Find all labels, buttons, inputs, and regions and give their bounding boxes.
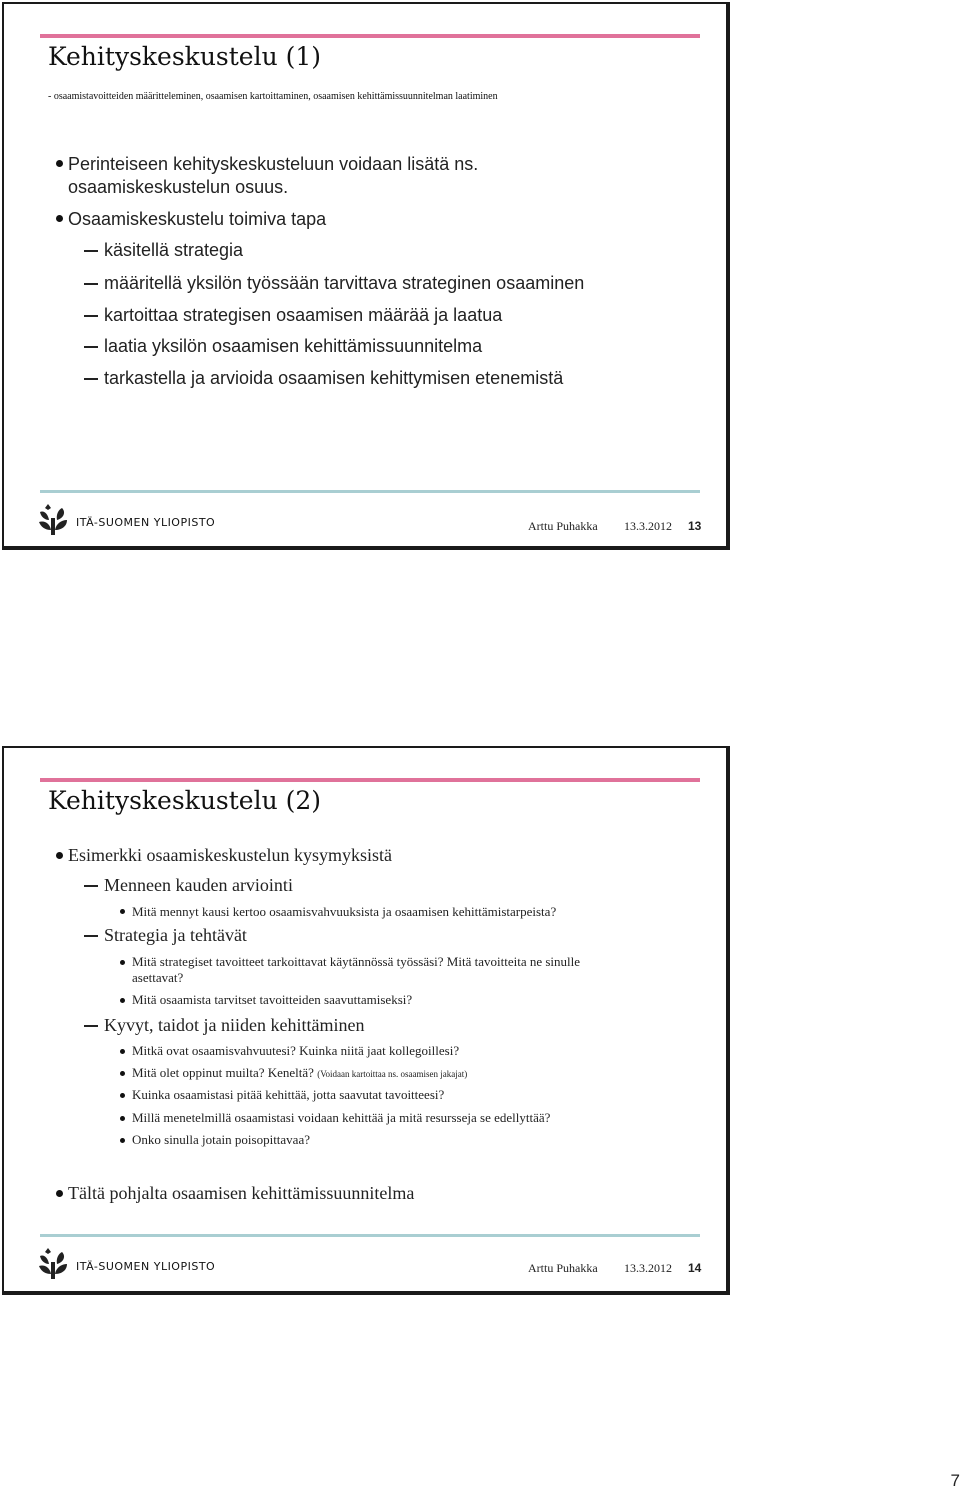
bullet-icon <box>120 1071 125 1076</box>
question: Millä menetelmillä osaamistasi voidaan kehittää ja mitä resursseja se edellyttää? <box>132 1110 551 1125</box>
bullet-icon <box>56 1190 63 1197</box>
bullet-icon <box>120 960 125 965</box>
title-accent-bar <box>40 34 700 38</box>
footer-accent-bar <box>40 1234 700 1237</box>
section-heading: Kyvyt, taidot ja niiden kehittäminen <box>104 1015 365 1035</box>
section-heading: Menneen kauden arviointi <box>104 875 293 895</box>
bullet-icon <box>120 998 125 1003</box>
bullet-text: Perinteiseen kehityskeskusteluun voidaan lisätä ns. <box>68 154 479 174</box>
dash-item: tarkastella ja arvioida osaamisen kehittymisen etenemistä <box>104 368 564 388</box>
dash-item: määritellä yksilön työssään tarvittava strateginen osaaminen <box>104 273 585 293</box>
footer-date: 13.3.2012 <box>624 519 672 533</box>
question: Kuinka osaamistasi pitää kehittää, jotta saavutat tavoitteesi? <box>132 1087 445 1102</box>
footer-accent-bar <box>40 490 700 493</box>
slide-title: Kehityskeskustelu (1) <box>48 42 322 71</box>
bullet-icon <box>120 909 125 914</box>
bullet-text: Esimerkki osaamiskeskustelun kysymyksistä <box>68 845 392 865</box>
document-page-number: 7 <box>950 1471 960 1490</box>
tree-logo-icon <box>36 1246 70 1280</box>
bullet-icon <box>120 1138 125 1143</box>
bullet-text-continued: osaamiskeskustelun osuus. <box>68 177 289 197</box>
slide-title: Kehityskeskustelu (2) <box>48 786 322 815</box>
question: Mitä osaamista tarvitset tavoitteiden saavuttamiseksi? <box>132 992 413 1007</box>
university-name: ITÄ-SUOMEN YLIOPISTO <box>76 516 216 529</box>
footer-author: Arttu Puhakka <box>528 519 598 533</box>
title-accent-bar <box>40 778 700 782</box>
university-logo <box>36 502 216 538</box>
dash-icon <box>84 1025 98 1027</box>
dash-icon <box>84 346 98 348</box>
question: Mitä strategiset tavoitteet tarkoittavat käytännössä työssäsi? Mitä tavoitteita ne sinulle <box>132 954 581 969</box>
dash-item: laatia yksilön osaamisen kehittämissuunnitelma <box>104 336 483 356</box>
bullet-icon <box>56 852 63 859</box>
slide-number: 14 <box>688 1261 702 1275</box>
footer-date: 13.3.2012 <box>624 1261 672 1275</box>
question: Mitä mennyt kausi kertoo osaamisvahvuuksista ja osaamisen kehittämistarpeista? <box>132 904 557 919</box>
dash-icon <box>84 885 98 887</box>
dash-icon <box>84 283 98 285</box>
dash-icon <box>84 935 98 937</box>
tree-logo-icon <box>36 502 70 536</box>
slide-number: 13 <box>688 519 702 533</box>
slide-subtitle: - osaamistavoitteiden määritteleminen, osaamisen kartoittaminen, osaamisen kehittämissuunnitelman laatiminen <box>48 91 498 102</box>
bullet-text: Tältä pohjalta osaamisen kehittämissuunnitelma <box>68 1183 415 1203</box>
dash-icon <box>84 250 98 252</box>
university-name: ITÄ-SUOMEN YLIOPISTO <box>76 1260 216 1273</box>
bullet-icon <box>56 215 63 222</box>
university-logo <box>36 1246 216 1282</box>
dash-item: kartoittaa strategisen osaamisen määrää ja laatua <box>104 305 503 325</box>
bullet-icon <box>56 160 63 167</box>
footer-author: Arttu Puhakka <box>528 1261 598 1275</box>
question: Onko sinulla jotain poisopittavaa? <box>132 1132 310 1147</box>
question-main: Mitä olet oppinut muilta? Keneltä? <box>132 1065 314 1080</box>
dash-icon <box>84 315 98 317</box>
bullet-icon <box>120 1116 125 1121</box>
question-continued: asettavat? <box>132 970 184 985</box>
question <box>132 1065 467 1082</box>
slide-14 <box>2 746 730 1295</box>
bullet-icon <box>120 1093 125 1098</box>
question: Mitkä ovat osaamisvahvuutesi? Kuinka niitä jaat kollegoillesi? <box>132 1043 460 1058</box>
bullet-icon <box>120 1049 125 1054</box>
section-heading: Strategia ja tehtävät <box>104 925 247 945</box>
question-note: (Voidaan kartoittaa ns. osaamisen jakajat) <box>317 1069 468 1079</box>
dash-icon <box>84 378 98 380</box>
slide-13 <box>2 2 730 550</box>
bullet-text: Osaamiskeskustelu toimiva tapa <box>68 209 327 229</box>
dash-item: käsitellä strategia <box>104 240 244 260</box>
